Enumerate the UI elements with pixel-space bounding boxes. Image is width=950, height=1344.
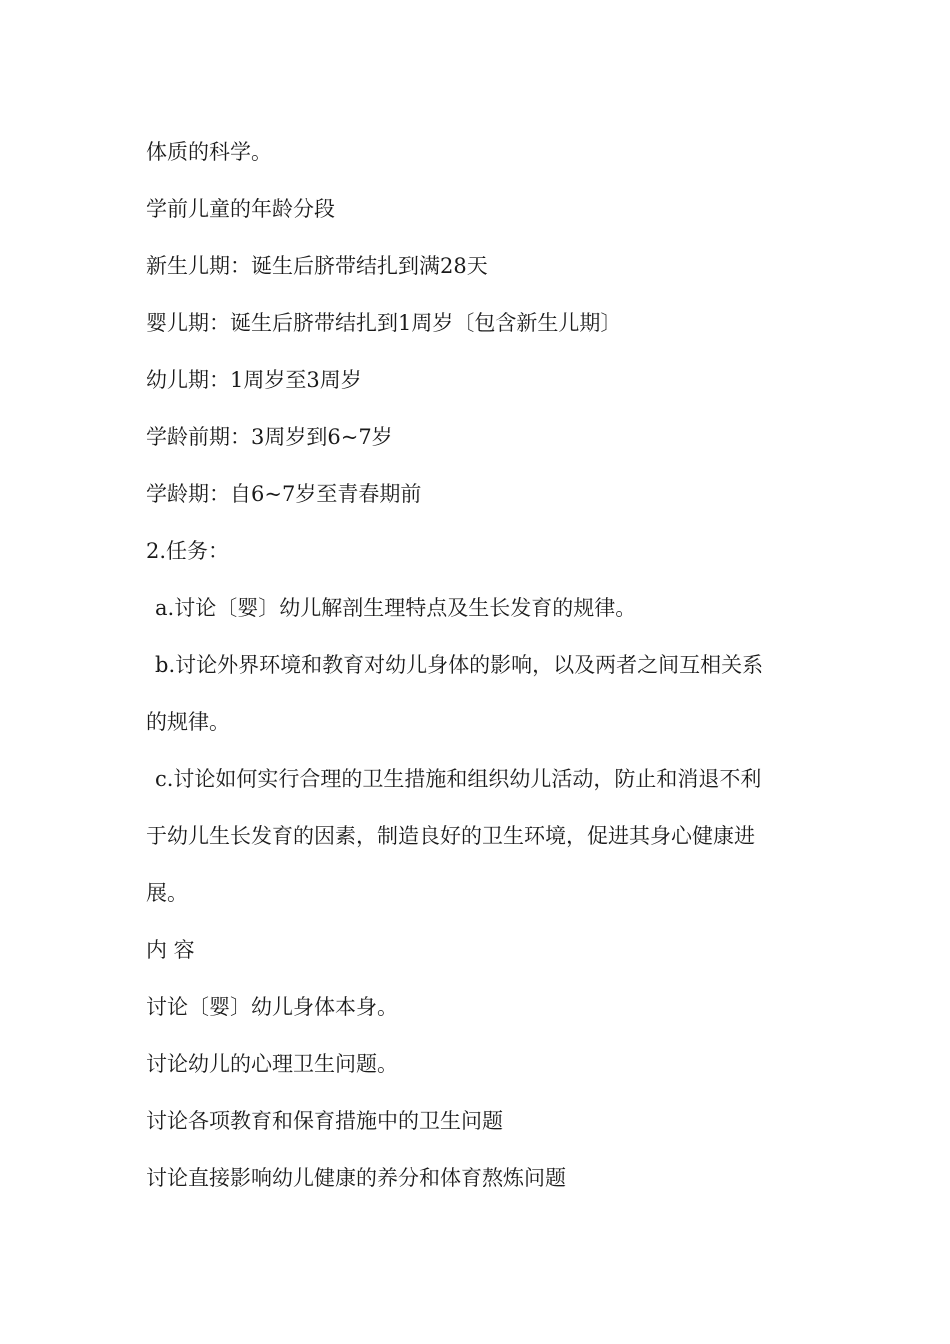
text-line: 展。: [146, 881, 188, 905]
text-line: 讨论〔婴〕幼儿身体本身。: [146, 995, 398, 1019]
text-line: 新生儿期：诞生后脐带结扎到满28天: [146, 254, 488, 278]
text-line: 体质的科学。: [146, 140, 272, 164]
text-line: 于幼儿生长发育的因素，制造良好的卫生环境，促进其身心健康进: [146, 824, 755, 848]
section-heading: 2.任务：: [146, 539, 230, 563]
text-line: 讨论幼儿的心理卫生问题。: [146, 1052, 398, 1076]
section-heading: 内 容: [146, 938, 195, 962]
text-line: 讨论各项教育和保育措施中的卫生问题: [146, 1109, 503, 1133]
text-line: 婴儿期：诞生后脐带结扎到1周岁〔包含新生儿期〕: [146, 311, 622, 335]
text-line: 的规律。: [146, 710, 230, 734]
section-heading: 学前儿童的年龄分段: [146, 197, 335, 221]
list-item: b.讨论外界环境和教育对幼儿身体的影响，以及两者之间互相关系: [155, 653, 764, 677]
list-item: c.讨论如何实行合理的卫生措施和组织幼儿活动，防止和消退不利: [155, 767, 762, 791]
text-line: 学龄前期：3周岁到6~7岁: [146, 425, 393, 449]
list-item: a.讨论〔婴〕幼儿解剖生理特点及生长发育的规律。: [155, 596, 637, 620]
text-line: 学龄期：自6~7岁至青春期前: [146, 482, 422, 506]
text-line: 讨论直接影响幼儿健康的养分和体育熬炼问题: [146, 1166, 566, 1190]
text-line: 幼儿期：1周岁至3周岁: [146, 368, 362, 392]
